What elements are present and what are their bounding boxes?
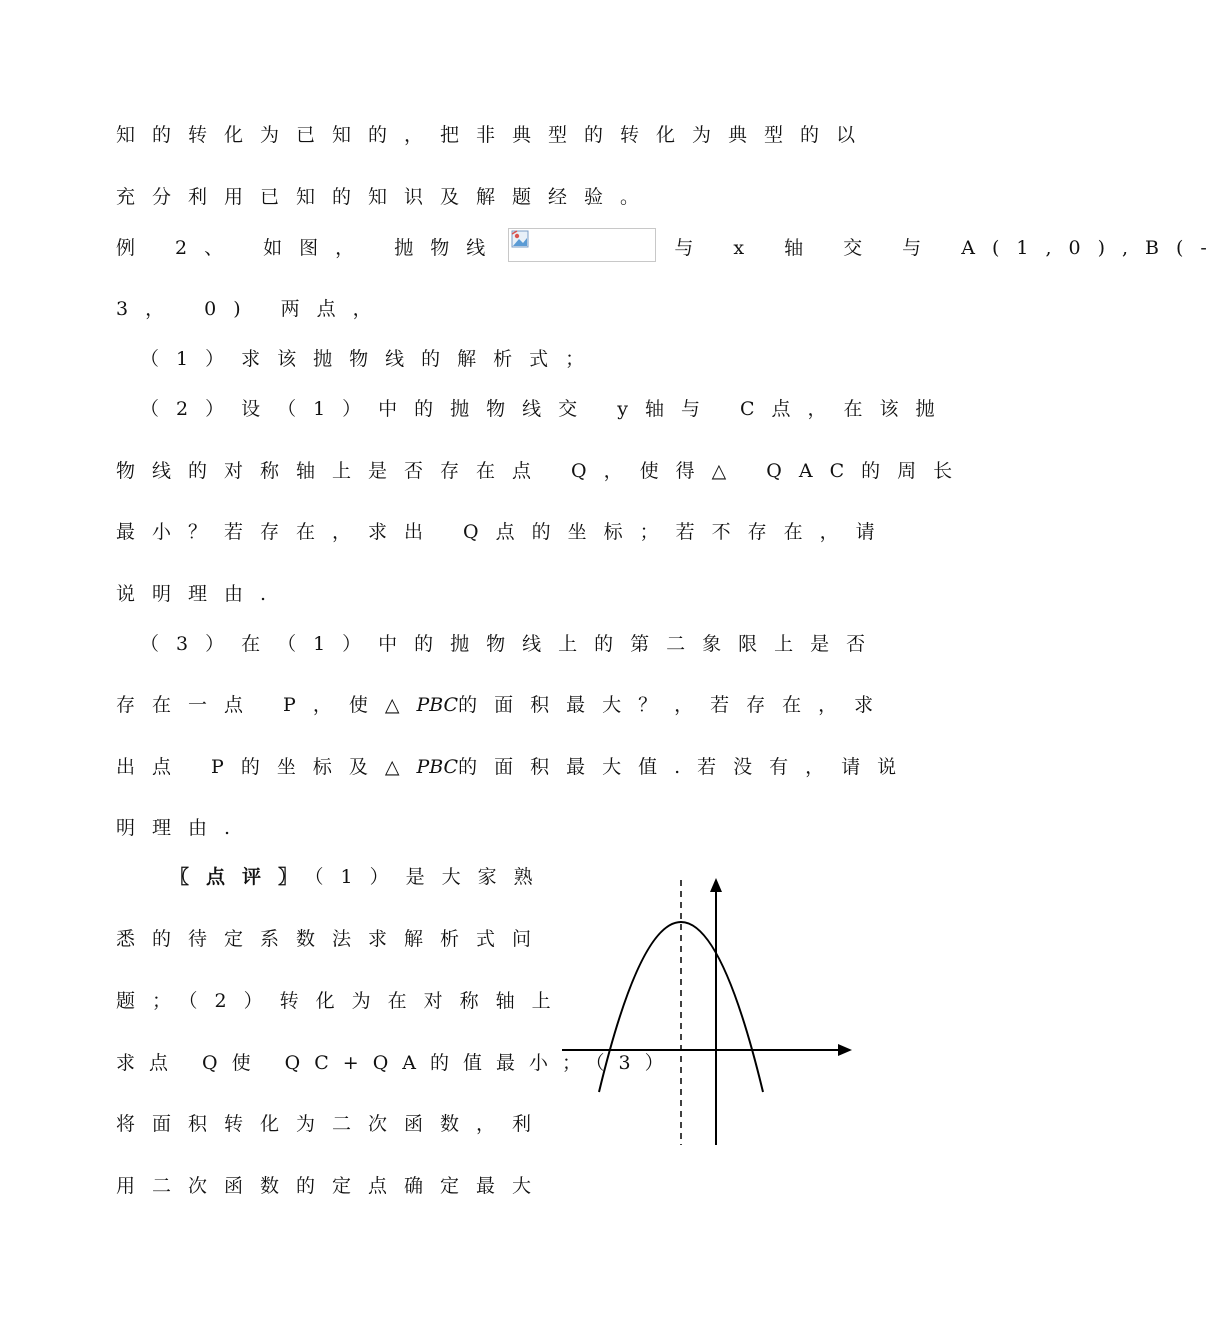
comment-line-3: 题；（2）转化为在对称轴上	[116, 990, 568, 1012]
comment-line-1	[170, 862, 550, 889]
text-line-8: 物线的对称轴上是否存在点 Q，使得△ QAC的周长	[116, 460, 970, 482]
question-1: （1）求该抛物线的解析式；	[140, 348, 602, 370]
example-label: 例 2、 如图， 抛物线	[116, 237, 503, 259]
pbc-italic: PBC	[416, 756, 459, 778]
comment-line-5: 将面积转化为二次函数，利	[116, 1113, 549, 1135]
text-seg: 存在一点 P，使△	[116, 694, 417, 716]
example-label-cont: 与 x 轴 交 与 A(1,0),B(-	[674, 237, 1224, 259]
y-axis-arrow	[710, 878, 722, 892]
formula-image-placeholder	[508, 228, 656, 262]
pbc-italic: PBC	[416, 694, 459, 716]
text-line-4: 3， 0) 两点，	[116, 298, 389, 320]
question-3: （3）在（1）中的抛物线上的第二象限上是否	[140, 633, 883, 655]
text-seg: 求点 Q使 QC+QA的值最小；（3）	[116, 1052, 678, 1074]
text-seg: 出点 P的坐标及△	[116, 756, 417, 778]
text-line-10: 说明理由.	[116, 583, 284, 605]
text-seg: 的面积最大值.若没有，请说	[458, 756, 914, 778]
text-line-14: 明理由.	[116, 817, 248, 839]
comment-heading: 〖点评〗	[170, 866, 315, 888]
text-line-9: 最小？若存在，求出 Q点的坐标；若不存在，请	[116, 521, 892, 543]
parabola-figure	[555, 870, 855, 1150]
text-line-1: 知的转化为已知的，把非典型的转化为典型的以	[116, 124, 873, 146]
text-line-12	[116, 690, 890, 717]
x-axis-arrow	[838, 1044, 852, 1056]
example-2-line	[116, 232, 1224, 266]
text-seg: （1）是大家熟	[314, 866, 550, 888]
broken-image-icon	[511, 230, 529, 248]
question-2: （2）设（1）中的抛物线交 y轴与 C点，在该抛	[140, 398, 952, 420]
comment-line-6: 用二次函数的定点确定最大	[116, 1175, 549, 1197]
text-line-13	[116, 752, 913, 779]
text-seg: 的面积最大？，若存在，求	[458, 694, 891, 716]
comment-line-2: 悉的待定系数法求解析式问	[116, 928, 549, 950]
text-line-2: 充分利用已知的知识及解题经验。	[116, 186, 657, 208]
